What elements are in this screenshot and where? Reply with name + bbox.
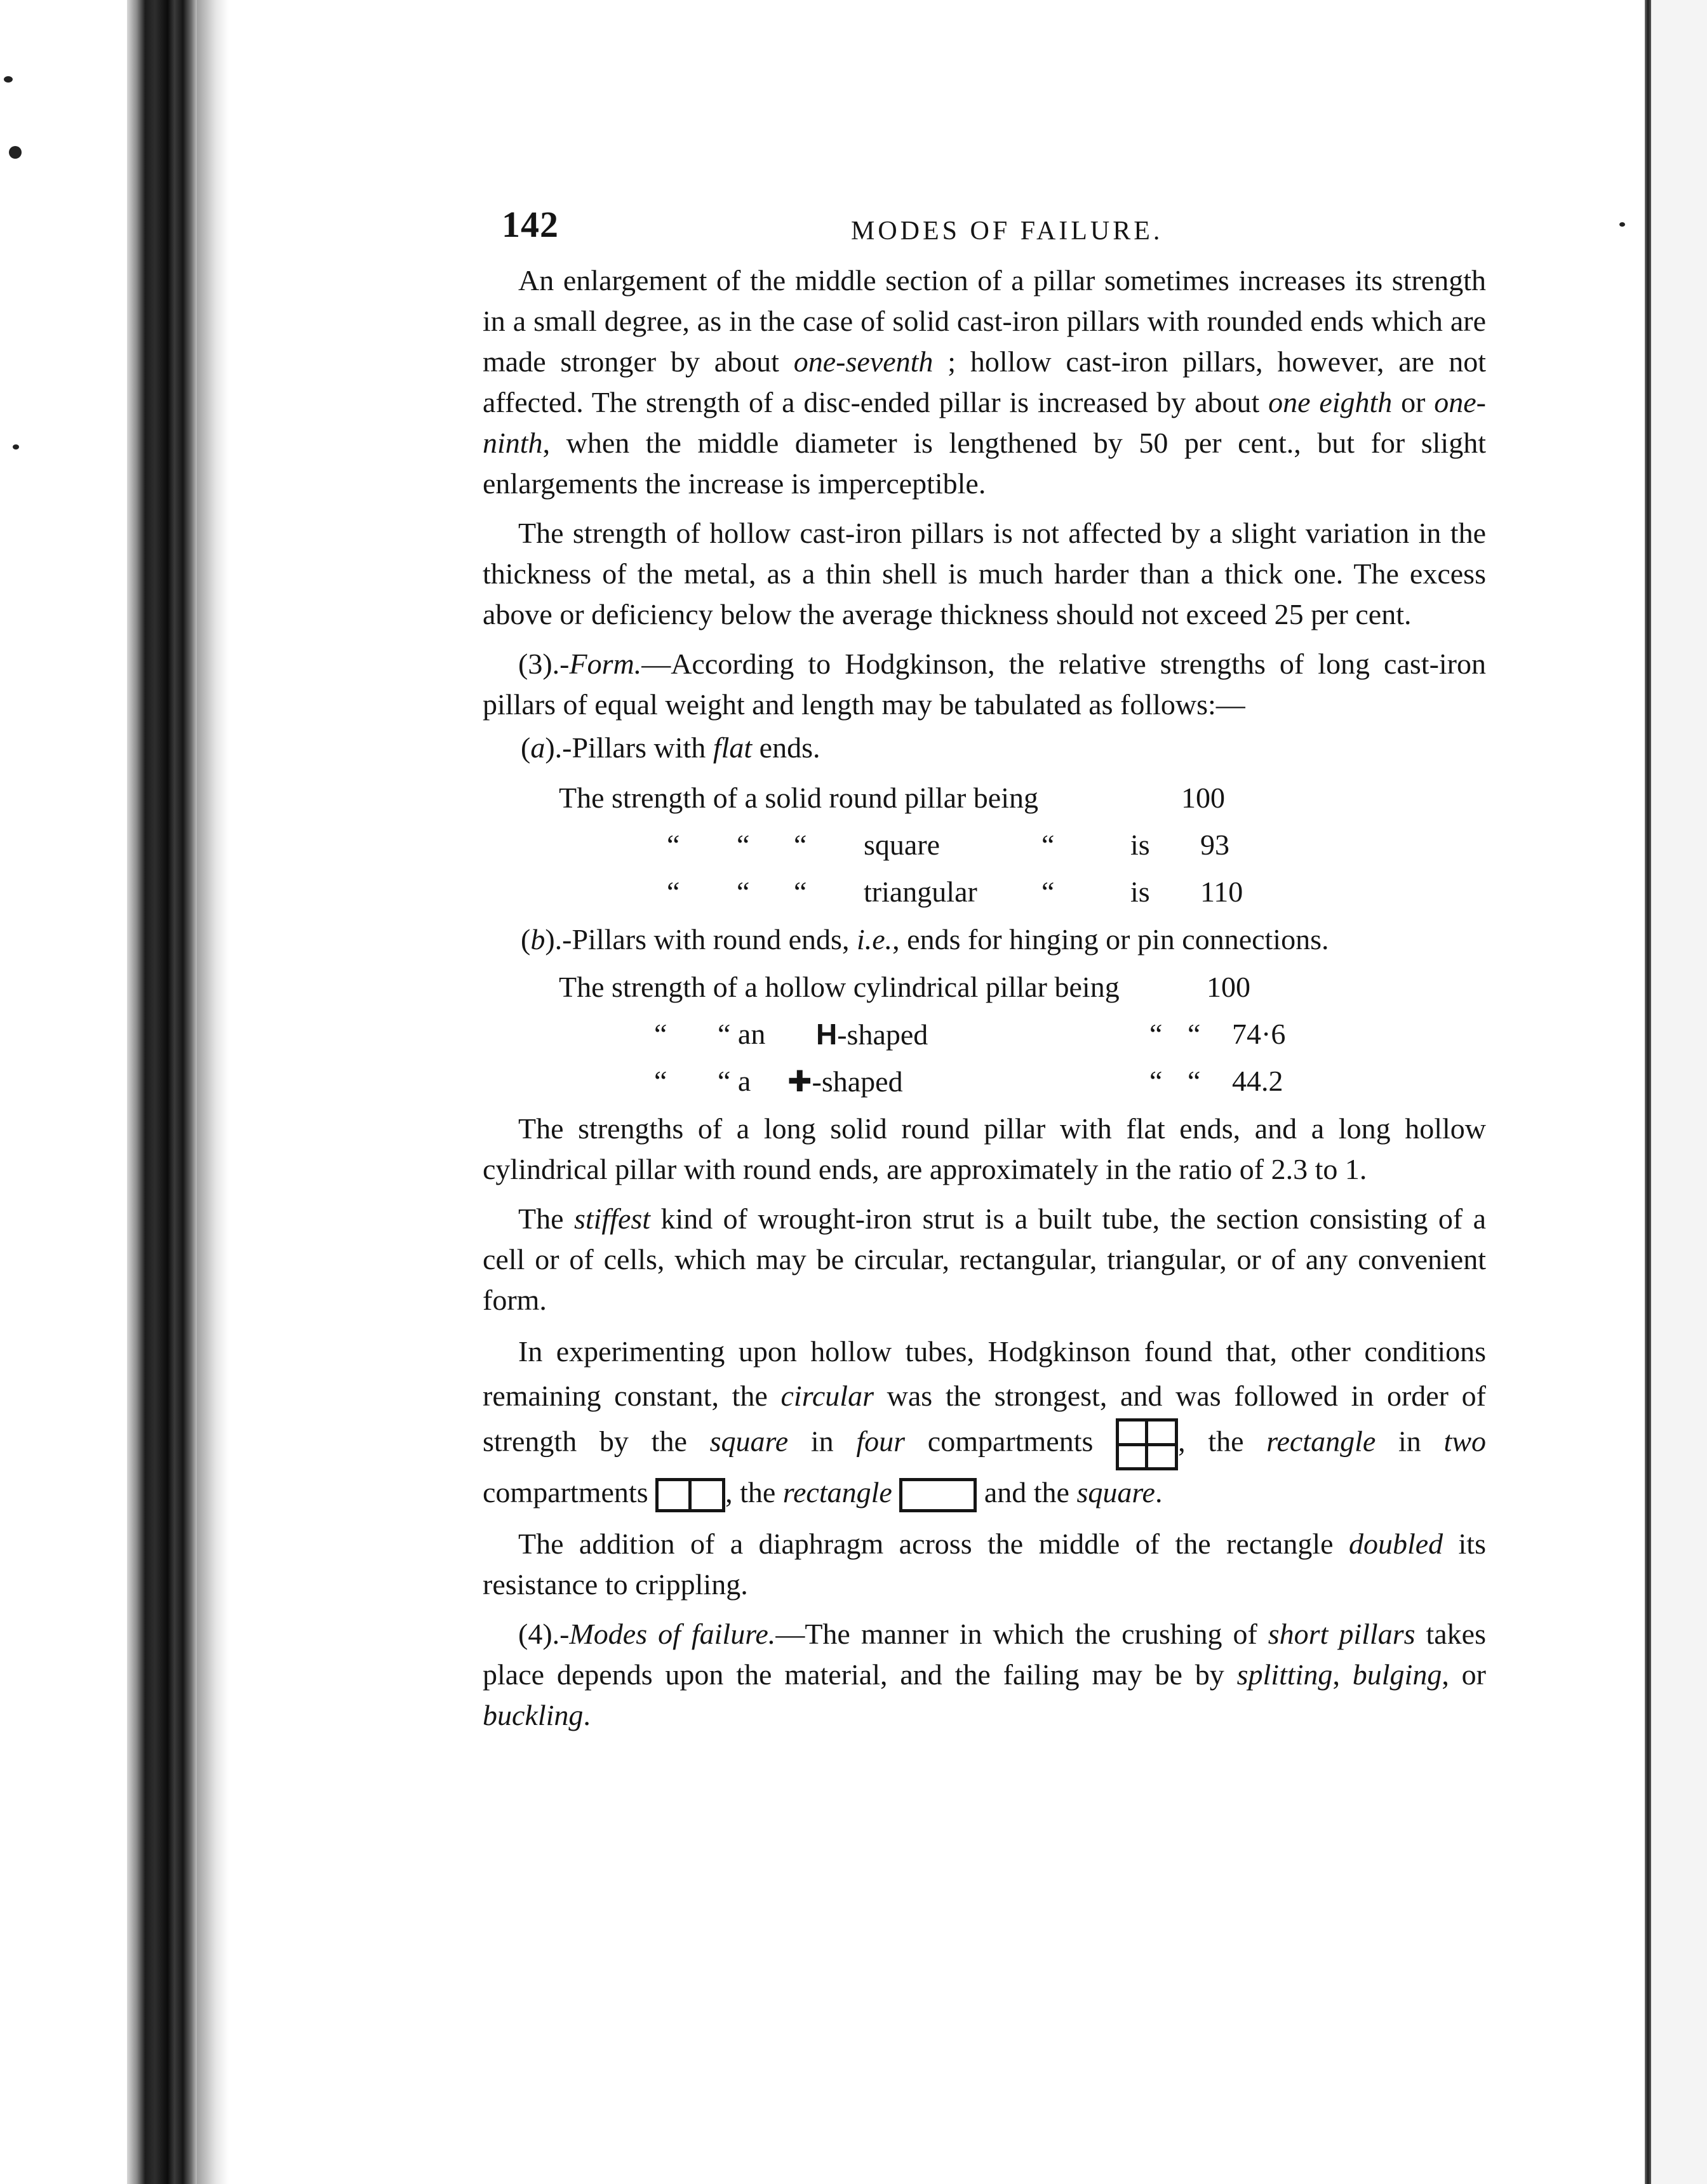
ditto-mark: “ — [737, 876, 750, 908]
table-row-value: 110 — [1200, 876, 1243, 908]
ditto-mark: “ — [1149, 1018, 1163, 1050]
page-right-edge — [1645, 0, 1651, 2184]
paragraph-ratio: The strengths of a long solid round pillar with flat ends, and a long hollow cylindrical pillar with round ends, are approximately in the ratio of 2.3 to 1. — [483, 1112, 1486, 1185]
ditto-mark: “ — [737, 829, 750, 861]
book-page — [483, 190, 1486, 1745]
table-row-shape: square — [864, 829, 941, 861]
table-round-ends — [483, 964, 1486, 1105]
table-row — [483, 964, 1486, 1011]
table-row-value: 93 — [1200, 829, 1229, 861]
table-flat-ends — [483, 775, 1486, 916]
paragraph-enlargement: An enlargement of the middle section of a pillar sometimes increases its strength in a small degree, as in the case of solid cast-iron pillars with rounded ends which are made stronger by about one-seventh ; hollow cast-iron pillars, however, are not affected. The strength of a disc-ended pillar is increased by about one eighth or one-ninth, when the middle diameter is lengthened by 50 per cent., but for slight enlargements the increase is imperceptible. — [483, 264, 1486, 500]
ditto-mark: “ — [654, 1065, 667, 1097]
ditto-mark: “ — [1041, 876, 1055, 908]
scan-speck — [1619, 222, 1625, 227]
table-row-is: is — [1130, 876, 1150, 908]
table-row-shape: ✚-shaped — [787, 1064, 903, 1098]
scan-speck — [4, 76, 13, 83]
table-row-article: “ a — [718, 1065, 751, 1097]
scan-speck — [9, 146, 22, 159]
facing-page-edge — [1651, 0, 1707, 2184]
table-row-text: The strength of a hollow cylindrical pillar being — [559, 971, 1120, 1003]
ditto-mark: “ — [667, 876, 680, 908]
running-title: MODES OF FAILURE. — [851, 216, 1163, 246]
table-row — [483, 775, 1486, 822]
table-row — [483, 869, 1486, 916]
two-compartment-rectangle-icon — [655, 1478, 725, 1512]
rectangle-icon — [899, 1478, 977, 1512]
scan-left-margin — [0, 0, 127, 2184]
table-row-value: 100 — [1181, 782, 1225, 814]
ditto-mark: “ — [794, 876, 807, 908]
paragraph-hollow-tubes: In experimenting upon hollow tubes, Hodgkinson found that, other conditions remaining constant, the circular was the strongest, and was followed in order of strength by the square in four compartments , the rectangle in two compartments , the rectangle and the square. — [483, 1329, 1486, 1515]
ditto-mark: “ — [1188, 1018, 1201, 1050]
ditto-mark: “ — [667, 829, 680, 861]
table-row-value: 74·6 — [1232, 1018, 1286, 1050]
ditto-mark: “ — [1149, 1065, 1163, 1097]
cross-section-glyph: ✚ — [787, 1064, 812, 1098]
subheading-round-ends: (b).-Pillars with round ends, i.e., ends for hinging or pin connections. — [521, 923, 1329, 956]
table-row — [483, 1011, 1486, 1058]
four-compartment-square-icon — [1116, 1418, 1178, 1470]
running-head — [483, 190, 1486, 260]
ditto-mark: “ — [654, 1018, 667, 1050]
paragraph-diaphragm: The addition of a diaphragm across the middle of the rectangle doubled its resistance to crippling. — [483, 1528, 1486, 1601]
page-number: 142 — [502, 204, 559, 245]
subheading-flat-ends: (a).-Pillars with flat ends. — [521, 731, 820, 764]
paragraph-stiffest-strut: The stiffest kind of wrought-iron strut is a built tube, the section consisting of a cell or of cells, which may be circular, rectangular, triangular, or of any convenient form. — [483, 1202, 1486, 1316]
table-row-shape: H-shaped — [816, 1018, 928, 1051]
table-row — [483, 1058, 1486, 1105]
ditto-mark: “ — [1041, 829, 1055, 861]
table-row-value: 44.2 — [1232, 1065, 1283, 1097]
ditto-mark: “ — [1188, 1065, 1201, 1097]
h-section-glyph: H — [816, 1018, 838, 1051]
table-row-text: The strength of a solid round pillar being — [559, 782, 1039, 814]
paragraph-form: (3).-Form.—According to Hodgkinson, the relative strengths of long cast-iron pillars of equal weight and length may be tabulated as follows:— — [483, 648, 1486, 721]
scan-speck — [13, 444, 19, 449]
table-row-article: “ an — [718, 1018, 766, 1050]
ditto-mark: “ — [794, 829, 807, 861]
paragraph-modes-of-failure: (4).-Modes of failure.—The manner in which the crushing of short pillars takes place depends upon the material, and the failing may be by splitting, bulging, or buckling. — [483, 1618, 1486, 1731]
page-gutter-shadow — [197, 0, 229, 2184]
table-row-value: 100 — [1207, 971, 1250, 1003]
paragraph-thickness: The strength of hollow cast-iron pillars is not affected by a slight variation in the thickness of the metal, as a thin shell is much harder than a thick one. The excess above or deficiency below the average thickness should not exceed 25 per cent. — [483, 517, 1486, 630]
table-row-is: is — [1130, 829, 1150, 861]
table-row — [483, 822, 1486, 869]
table-row-shape: triangular — [864, 876, 977, 908]
book-binding-shadow — [127, 0, 197, 2184]
